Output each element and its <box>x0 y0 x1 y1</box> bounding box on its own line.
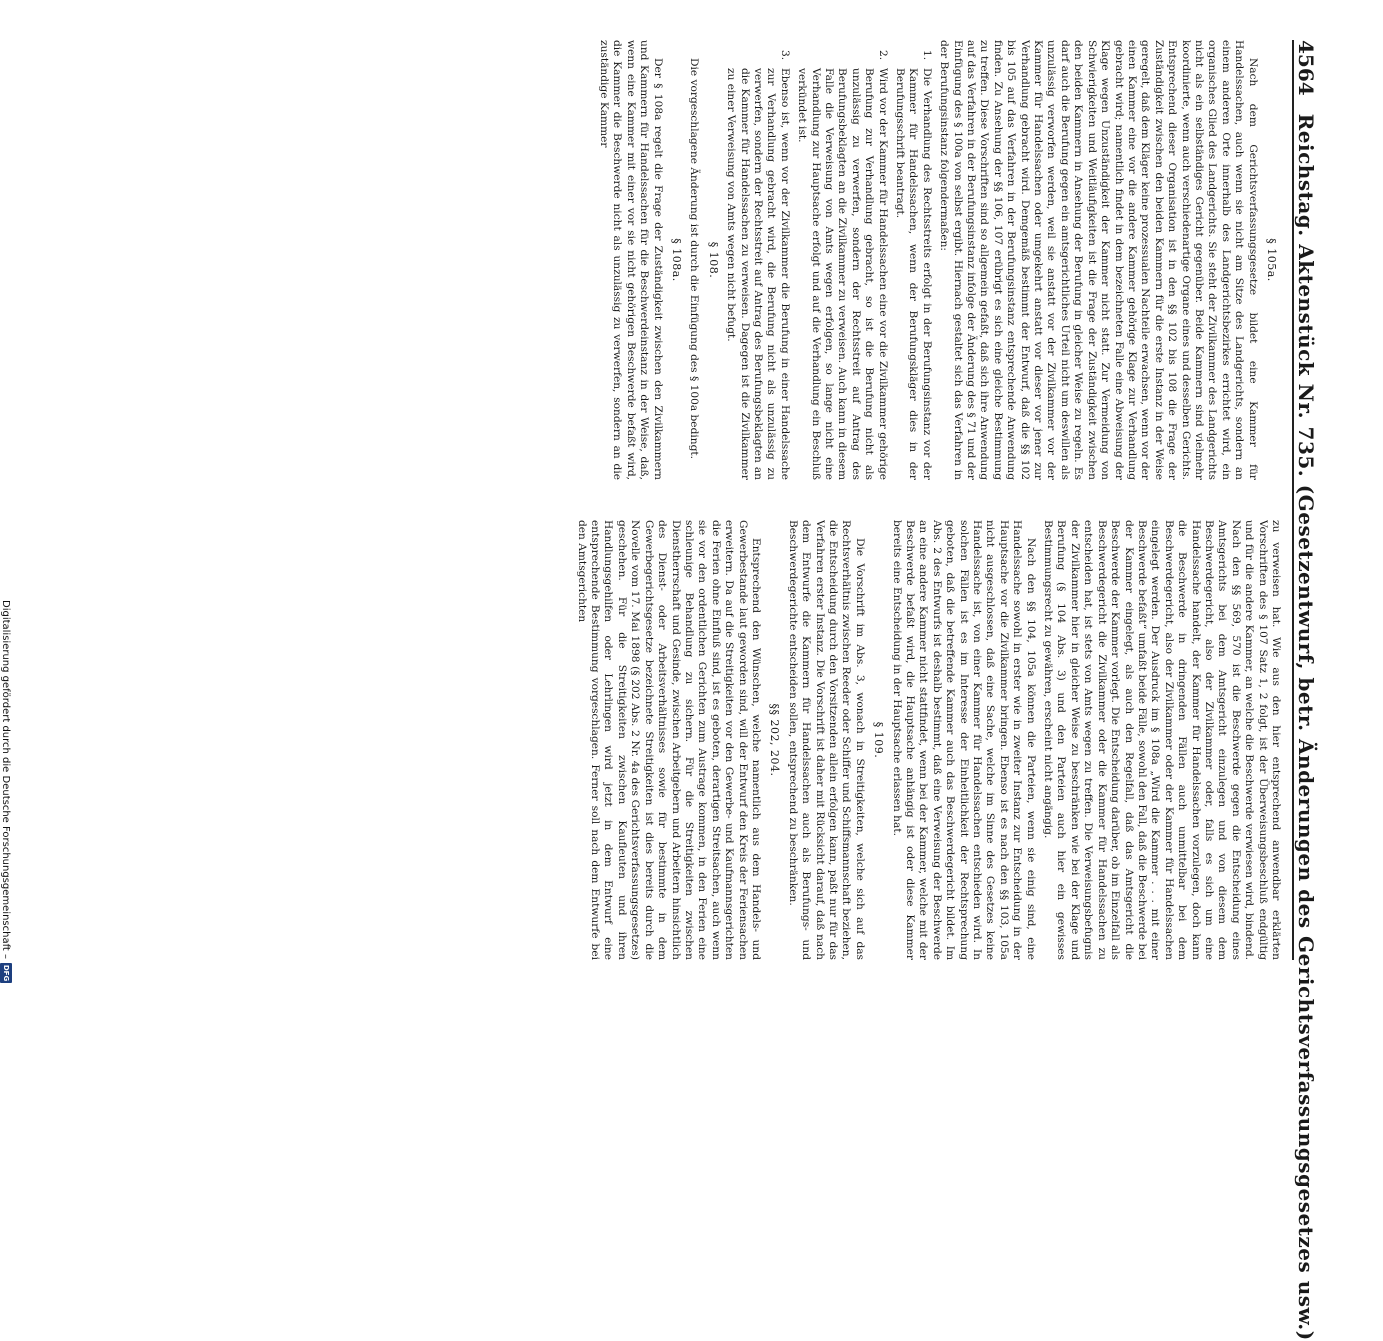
list-item-text: Ebenso ist, wenn vor der Zivilkammer die Berufung in einer Handelssache zur Verhandlung gebracht wird, die Berufung nicht als unzulässig zu verwerfen, sondern der Rechtsstreit auf Antrag des Berufungsbeklagten an die Kammer für Handelssachen zu verweisen. Dagegen ist die Zivilkammer zu einer Verweisung von Amts wegen nicht befugt. <box>725 68 791 480</box>
list-number: 2. <box>876 50 889 61</box>
dfg-logo: DFG <box>2 964 10 982</box>
list-item <box>795 40 889 480</box>
list-item <box>724 40 791 480</box>
paragraph: Die vorgeschlagene Änderung ist durch die Einfügung des § 100a bedingt. <box>688 58 701 459</box>
list-number: 3. <box>778 50 791 61</box>
digitization-credit <box>0 600 12 983</box>
page-number: 4564 <box>1294 40 1318 96</box>
section-heading: § 105a. <box>1265 238 1278 282</box>
section-heading: § 109. <box>872 721 886 759</box>
section-heading: §§ 202, 204. <box>768 703 782 777</box>
paragraph: zu verweisen hat. Wie aus den hier entsprechend anwendbar erklärten Vorschriften des § 107 Satz 1, 2 folgt, ist der Überweisungsbeschluß endgültig und für die andere Kammer, an welche die Beschwerde verwiesen wird, bindend. Nach den §§ 569, 570 ist die Beschwerde gegen die Entscheidung eines Amtsgerichts bei dem Amtsgericht einzulegen und von diesem dem Beschwerdegericht, also der Zivilkammer oder, falls es sich um eine Handelssache handelt, der Kammer für Handelssachen vorzulegen, doch kann die Beschwerde in dringenden Fällen auch unmittelbar bei dem Beschwerdegericht, also der Zivilkammer oder der Kammer für Handelssachen eingelegt werden. Der Ausdruck im § 108a „Wird die Kammer . . . mit einer Beschwerde befaßt“ umfaßt beide Fälle, sowohl den Fall, daß die Beschwerde bei der Kammer eingelegt, als auch den Regelfall, daß das Amtsgericht die Beschwerde der Kammer vorlegt. Die Entscheidung darüber, ob im Einzelfall als Beschwerdegericht die Zivilkammer oder die Kammer für Handelssachen zu entscheiden hat, ist stets von Amts wegen zu treffen. Die Verweisungsbefugnis der Zivilkammer hier in gleicher Weise zu beschränken wie bei der Klage und Berufung (§ 104 Abs. 3) und den Parteien auch hier ein gewisses Bestimmungsrecht zu gewähren, erscheint nicht angängig. <box>1042 520 1282 960</box>
list-item-text: Wird vor der Kammer für Handelssachen eine vor die Zivilkammer gehörige Berufung zur Verhandlung gebracht, so ist die Berufung nicht als unzulässig zu verwerfen, sondern der Rechtsstreit auf Antrag des Berufungsbeklagten an die Zivilkammer zu verweisen. Auch kann in diesem Falle die Verweisung von Amts wegen erfolgen, so lange nicht eine Verhandlung zur Hauptsache erfolgt und auf die Verhandlung ein Beschluß verkündet ist. <box>796 68 889 480</box>
section-heading: § 108a. <box>669 238 683 282</box>
document-page <box>96 0 1336 1341</box>
page-header <box>1292 40 1324 1341</box>
list-item <box>893 40 933 480</box>
right-column <box>122 520 1282 960</box>
list-item-text: Die Verhandlung des Rechtsstreits erfolgt in der Berufungsinstanz vor der Kammer für Handelssachen, wenn der Berufungskläger dies in der Berufungsschrift beantragt. <box>894 68 933 480</box>
paragraph: Nach dem Gerichtsverfassungsgesetze bildet eine Kammer für Handelssachen, auch wenn sie nicht am Sitze des Landgerichts, sondern an einem anderen Orte innerhalb des Landgerichtsbezirkes errichtet wird, ein organisches Glied des Landgerichts. Sie steht der Zivilkammer des Landgerichts nicht als ein selbständiges Gericht gegenüber. Beide Kammern sind vielmehr koordinierte, wenn auch verschiedenartige Organe eines und desselben Gerichts. Entsprechend dieser Organisation ist in den §§ 102 bis 108 die Frage der Zuständigkeit zwischen den beiden Kammern für die erste Instanz in der Weise geregelt, daß dem Kläger keine prozessualen Nachteile erwachsen, wenn vor der einen Kammer eine vor die andere Kammer gehörige Klage zur Verhandlung gebracht wird; namentlich findet in dem bezeichneten Falle eine Abweisung der Klage wegen Unzuständigkeit der Kammer nicht statt. Zur Vermeidung von Schwierigkeiten und Weitläufigkeiten ist die Frage der Zuständigkeit zwischen den beiden Kammern in Ansehung der Berufung in gleicher Weise zu regeln. Es darf auch die Berufung gegen ein amtsgerichtliches Urteil nicht um deswillen als unzulässig verworfen werden, weil sie anstatt vor der Zivilkammer vor der Kammer für Handelssachen oder umgekehrt anstatt vor dieser vor jener zur Verhandlung gebracht wird. Demgemäß bestimmt der Entwurf, daß die §§ 102 bis 105 auf das Verfahren in der Berufungsinstanz entsprechende Anwendung finden. Zu Ansehung der §§ 106, 107 erübrigt es sich eine gleiche Bestimmung zu treffen. Diese Vorschriften sind so allgemein gefaßt, daß sich ihre Anwendung auf das Verfahren in der Berufungsinstanz infolge der Änderung des § 71 und der Einfügung des § 100a von selbst ergibt. Hiernach gestaltet sich das Verfahren in der Berufungsinstanz folgendermaßen: <box>938 40 1259 480</box>
list-number: 1. <box>920 50 933 61</box>
paragraph: Der § 108a regelt die Frage der Zuständigkeit zwischen den Zivilkammern und Kammern für Handelssachen für die Beschwerdeinstanz in der Weise, daß, wenn eine Kammer mit einer vor sie nicht gehörigen Beschwerde befaßt wird, die Kammer die Beschwerde nicht als unzulässig zu verwerfen, sondern an die zuständige Kammer <box>597 40 664 480</box>
paragraph: Die Vorschrift im Abs. 3, wonach in Streitigkeiten, welche sich auf das Rechtsverhältnis zwischen Reeder oder Schiffer und Schiffsmannschaft beziehen, die Entscheidung durch den Vorsitzenden allein erfolgen kann, paßt nur für das Verfahren erster Instanz. Die Vorschrift ist daher mit Rücksicht darauf, daß nach dem Entwurfe die Kammern für Handelssachen auch als Berufungs- und Beschwerdegerichte entscheiden sollen, entsprechend zu beschränken. <box>786 520 866 960</box>
paragraph: Entsprechend den Wünschen, welche namentlich aus dem Handels- und Gewerbestande laut geworden sind, will der Entwurf den Kreis der Feriensachen erweitern. Da auf die Streitigkeiten vor den Gewerbe- und Kaufmannsgerichten die Ferien ohne Einfluß sind, ist es geboten, derartigen Streitsachen, auch wenn sie vor den ordentlichen Gerichten zum Austrage kommen, in den Ferien eine schleunige Behandlung zu sichern. Für die Streitigkeiten zwischen Dienstherrschaft und Gesinde, zwischen Arbeitgebern und Arbeitern hinsichtlich des Dienst- oder Arbeitsverhältnisses sowie für bestimmte in dem Gewerbegerichtsgesetze bezeichnete Streitigkeiten ist dies bereits durch die Novelle vom 17. Mai 1898 (§ 202 Abs. 2 Nr. 4a des Gerichtsverfassungsgesetzes) geschehen. Für die Streitigkeiten zwischen Kaufleuten und ihren Handlungsgehilfen oder Lehrlingen wird jetzt in dem Entwurf eine entsprechende Bestimmung vorgeschlagen. Ferner soll nach dem Entwurfe bei den Amtsgerichten <box>575 520 762 960</box>
credit-text: Digitalisierung gefördert durch die Deutsche Forschungsgemeinschaft – <box>0 600 12 960</box>
section-heading: § 108. <box>706 241 720 279</box>
running-title: Reichstag. Aktenstück Nr. 735. (Gesetzentwurf, betr. Änderungen des Gerichtsverfassungsgesetzes usw.) <box>1294 113 1318 1341</box>
paragraph: Nach den §§ 104, 105a können die Parteien, wenn sie einig sind, eine Handelssache sowohl in erster wie in zweiter Instanz zur Entscheidung in der Hauptsache vor die Zivilkammer bringen. Ebenso ist es nach den §§ 103, 105a nicht ausgeschlossen, daß eine Sache, welche im Sinne des Gesetzes keine Handelssache ist, von einer Kammer für Handelssachen entschieden wird. In solchen Fällen ist es im Interesse der Einheitlichkeit der Rechtsprechung geboten, daß die betreffende Kammer auch das Beschwerdegericht bildet. Im Abs. 2 des Entwurfs ist deshalb bestimmt, daß eine Verweisung der Beschwerde an eine andere Kammer nicht stattfindet, wenn bei der Kammer, welche mit der Beschwerde befaßt wird, die Hauptsache anhängig ist oder diese Kammer bereits eine Entscheidung in der Hauptsache erlassen hat. <box>890 520 1037 960</box>
left-column <box>122 40 1282 480</box>
